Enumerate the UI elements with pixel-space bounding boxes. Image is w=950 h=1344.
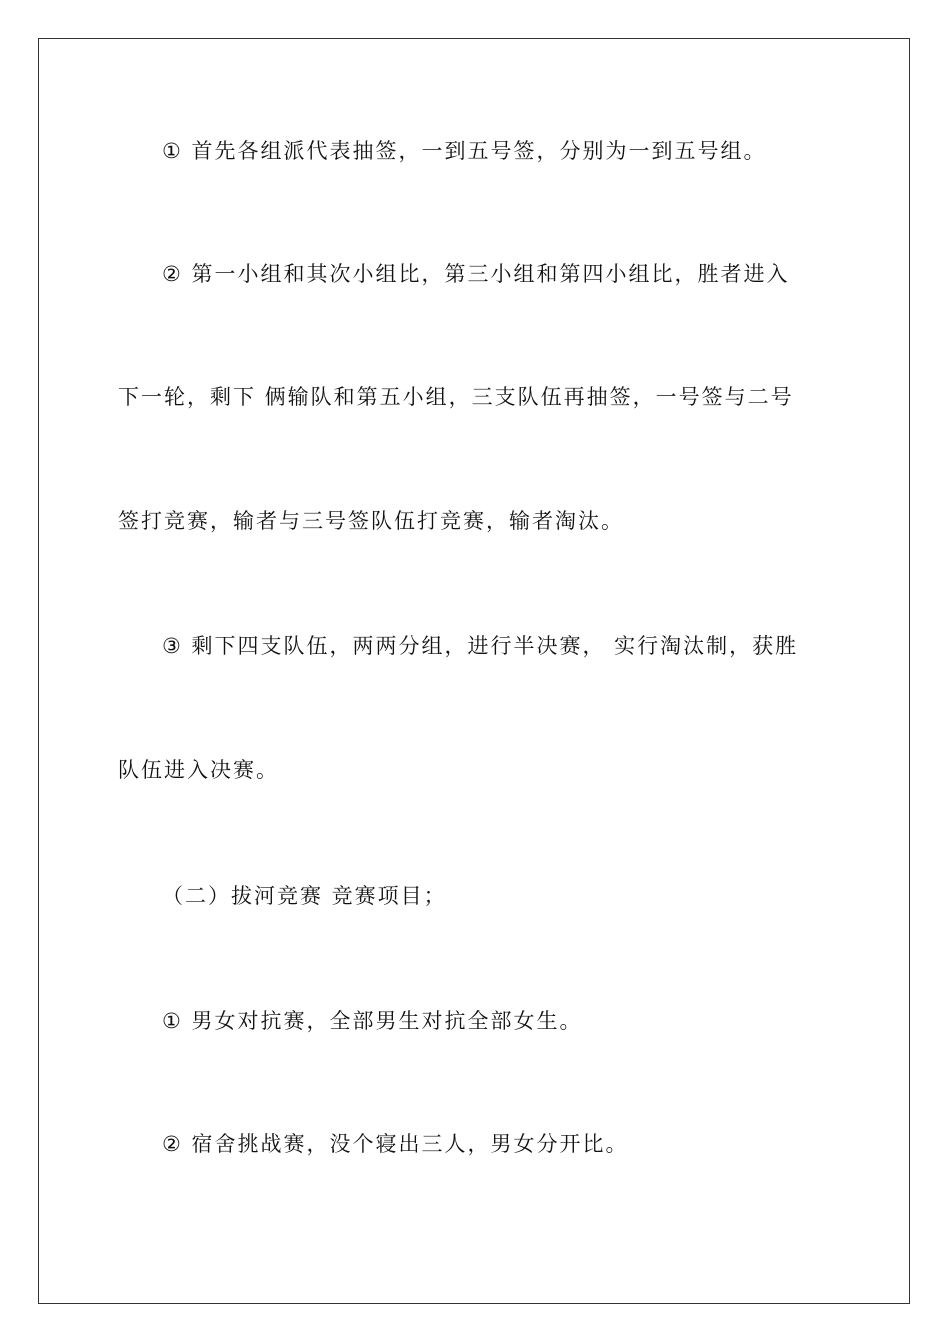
- paragraph-line-6: 队伍进入决赛。: [118, 758, 279, 782]
- paragraph-line-5: ③ 剩下四支队伍，两两分组，进行半决赛， 实行淘汰制，获胜: [162, 634, 799, 658]
- paragraph-line-8: ② 宿舍挑战赛，没个寝出三人，男女分开比。: [162, 1132, 629, 1156]
- paragraph-line-2: ② 第一小组和其次小组比，第三小组和第四小组比，胜者进入: [162, 262, 790, 286]
- page-border: [38, 38, 910, 1304]
- paragraph-line-3: 下一轮，剩下 俩输队和第五小组，三支队伍再抽签，一号签与二号: [118, 385, 794, 409]
- section-heading: （二）拔河竞赛 竞赛项目；: [162, 884, 447, 908]
- paragraph-line-7: ① 男女对抗赛，全部男生对抗全部女生。: [162, 1009, 583, 1033]
- paragraph-line-4: 签打竞赛，输者与三号签队伍打竞赛，输者淘汰。: [118, 509, 624, 533]
- paragraph-line-1: ① 首先各组派代表抽签，一到五号签，分别为一到五号组。: [162, 139, 767, 163]
